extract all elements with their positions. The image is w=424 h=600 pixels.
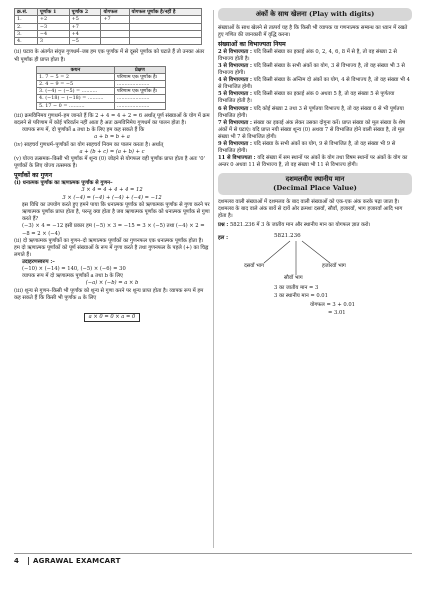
brand-separator — [28, 557, 29, 565]
statement-table-header — [37, 66, 166, 73]
table-row — [15, 23, 202, 30]
solution-diagram — [218, 231, 412, 321]
rule-2-text: यदि किसी संख्या का इकाई अंक 0, 2, 4, 6, 8 में से है, तो वह संख्या 2 से विभाज्य होती है। — [218, 48, 397, 62]
table-cell: +4 — [69, 30, 101, 37]
table-cell — [129, 16, 202, 23]
brand-text: AGRAWAL EXAMCART — [33, 557, 121, 565]
rule-5-text: यदि किसी संख्या का इकाई अंक 0 अथवा 5 है, तो वह संख्या 5 से पूर्णतया विभाजित होती है। — [218, 91, 395, 105]
table-cell: ..................... — [114, 102, 165, 109]
rule-5-head: 5 से विभाज्यता : — [218, 91, 252, 98]
table-cell: 3 — [37, 38, 69, 45]
rule-6-head: 6 से विभाज्यता : — [218, 105, 252, 112]
rule-9-text: यदि संख्या के सभी अंकों का योग, 9 से विभाजित है, तो वह संख्या भी 9 से विभाजित होगी। — [218, 141, 396, 155]
statement-table — [36, 66, 166, 110]
commutative-text: (iii) क्रमविनिमय गुणधर्म–हम जानते हैं कि 2 + 4 = 4 + 2 = 6 अर्थात् पूर्ण संख्याओं के योग में क्रम बदलने से परिणाम में कोई परिवर्तन नहीं आता है अतः क्रमविनिमेय गुणधर्म का पालन होता है। — [14, 112, 210, 126]
rule-2 — [218, 49, 412, 63]
table-row — [37, 81, 166, 88]
rule-4-text: यदि किसी संख्या के अन्तिम दो अंकों का योग, 4 से विभाज्य है, तो वह संख्या भी 4 से विभाजित होगी। — [218, 77, 410, 91]
exercise-table — [14, 8, 202, 45]
associative-text: (iv) साहचर्य गुणधर्म–पूर्णांकों का योग साहचर्य नियम का पालन करता है। अर्थात् — [14, 141, 164, 148]
commutative-equation: a + b = b + a — [94, 134, 130, 141]
table-header-cell: प्रेक्षण — [114, 66, 165, 73]
table-header-cell: कथन — [37, 66, 115, 73]
table-cell — [129, 38, 202, 45]
rule-3-head: 3 से विभाज्यता : — [218, 62, 252, 69]
rule-3-text: यदि किसी संख्या के सभी अंकों का योग, 3 से विभाज्य है, तो वह संख्या भी 3 से विभाज्य होगी। — [218, 62, 405, 77]
banner-title: अंकों के साथ खेलना (Play with digits) — [255, 10, 375, 18]
question-label: प्रश्न : — [218, 221, 229, 228]
multiplication-heading: पूर्णांकों का गुणन — [14, 172, 52, 180]
label-thousandth: हजारवाँ भाग — [322, 262, 346, 269]
step-3: योगफल = 3 + 0.01 — [310, 301, 355, 308]
step-4: = 3.01 — [328, 309, 346, 316]
associative-equation: a + (b + c) = (a + b) + c — [79, 148, 145, 155]
mult-case-ii-general: व्यापक रूप में दो ऋणात्मक पूर्णांकों a तथा b के लिए — [22, 273, 123, 280]
table-header-cell: क्र.सं. — [15, 9, 38, 16]
left-column — [14, 8, 210, 322]
mult-equation-1: 3 × 4 = 4 + 4 + 4 = 12 — [81, 187, 143, 194]
table-row — [37, 73, 166, 80]
play-intro-text: संख्याओं के साथ खेलने से तात्पर्य यह है कि किसी भी व्यापक या गणनात्मक सम्बन्ध का ध्यान में रखते हुए गणित की जानकारी में वृद्धि करना। — [218, 24, 408, 38]
decimal-intro-text: दशमलव वाली संख्याओं में दशमलव के बाद वाली संख्याओं को एक-एक अंक करके पढ़ा जाता है। दशमलव के बाद वाले अंक बायें से दायें ओर क्रमशः दसवाँ, सौवाँ, हजारवाँ, भाग हजारवाँ आदि भाग होता है। — [218, 198, 403, 219]
decimal-place-value-banner — [218, 173, 412, 194]
table-cell: 3. — [15, 30, 38, 37]
mult-equation-3: (−3) × 4 = −12 इसी प्रकार हम (−5) × 3 = −15 = 3 × (−5) तथा (−4) × 2 = −8 = 2 × (−4) — [22, 223, 205, 237]
mult-case-ii-text: (ii) दो ऋणात्मक पूर्णांकों का गुणन–दो ऋणात्मक पूर्णांकों का गुणनफल एक धनात्मक पूर्णांक होता है। हम दो ऋणात्मक पूर्णांकों को पूर्ण संख्याओं के रूप में गुणा करते है तथा गुणनफल के पहले (+) का चिह्न लगाते हैं। — [14, 237, 209, 258]
zero-property-box: a × 0 = 0 × a = 0 — [84, 313, 141, 322]
table-cell: ..................... — [114, 95, 165, 102]
rule-9 — [218, 141, 412, 155]
rule-4-head: 4 से विभाज्यता : — [218, 77, 252, 84]
footer-rule — [14, 553, 412, 554]
decimal-number: 5821.236 — [274, 232, 301, 239]
commutative-general-text: व्यापक रूप में, दो पूर्णांकों a तथा b के लिए हम कह सकते हैं कि — [22, 127, 145, 134]
table-cell: −5 — [69, 38, 101, 45]
label-hundredth: सौवाँ भाग — [284, 274, 303, 281]
rule-9-head: 9 से विभाज्यता : — [218, 141, 252, 147]
table-cell: 3. (−4) − (−5) = .......... — [37, 88, 115, 95]
rule-6-text: यदि कोई संख्या 2 तथा 3 से पूर्णतया विभाज्य है, तो वह संख्या 6 से भी पूर्णतया विभाजित होगी। — [218, 105, 404, 119]
divisibility-heading: संख्याओं का विभाज्यता नियम — [218, 40, 286, 48]
table-cell — [101, 38, 129, 45]
rule-11 — [218, 155, 412, 169]
rule-5 — [218, 91, 412, 105]
rule-11-head: 11 से विभाज्यता : — [218, 155, 256, 162]
table-cell: ..................... — [114, 81, 165, 88]
table-row — [15, 38, 202, 45]
publisher-brand — [28, 557, 121, 565]
rule-6 — [218, 106, 412, 120]
rule-7-text: संख्या का इकाई अंक लेकर उसका दोगुना करें। प्राप्त संख्या को मूल संख्या के शेष अंकों में से घटाएं। यदि प्राप्त नयी संख्या शून्य (0) अथवा 7 से विभाजित होने वाली संख्या है, तो मूल संख्या भी 7 से विभाजित होगी। — [218, 119, 405, 140]
question — [218, 222, 412, 229]
label-tenth: दसवाँ भाग — [244, 262, 265, 269]
table-row — [37, 95, 166, 102]
table-cell: 1. 7 − 5 = 2 — [37, 73, 115, 80]
rule-11-text: यदि संख्या में सम स्थानों पर अंकों के योग तथा विषम स्थानों पर अंकों के योग का अन्तर 0 अथवा 11 से विभाज्य है, तो वह संख्या भी 11 से विभाज्य होगी। — [218, 155, 408, 169]
solution-label: हल : — [218, 234, 228, 241]
step-1: 3 का जातीय मान = 3 — [274, 284, 319, 291]
column-divider — [213, 10, 214, 548]
play-with-digits-banner — [218, 8, 412, 21]
right-column — [218, 8, 412, 321]
table-cell: परिणाम एक पूर्णांक है। — [114, 88, 165, 95]
table-cell: परिणाम एक पूर्णांक है। — [114, 73, 165, 80]
rule-7 — [218, 120, 412, 141]
table-cell: +5 — [69, 16, 101, 23]
rule-4 — [218, 77, 412, 91]
table-cell: 4. (−18) − (−18) = .......... — [37, 95, 115, 102]
table-cell: 2. 4 − 9 = −5 — [37, 81, 115, 88]
banner-title-english: (Decimal Place Value) — [273, 183, 357, 192]
table-cell — [101, 23, 129, 30]
table-header-cell: योगफल पूर्णांक है/नहीं है — [129, 9, 202, 16]
table-cell — [129, 23, 202, 30]
table-cell: 4. — [15, 38, 38, 45]
table-cell: 2. — [15, 23, 38, 30]
rule-2-head: 2 से विभाज्यता : — [218, 48, 252, 55]
exercise-table-header — [15, 9, 202, 16]
table-cell: 5. 17 − 0 = .......... — [37, 102, 115, 109]
table-cell: −4 — [37, 30, 69, 37]
rule-3 — [218, 63, 412, 77]
question-text: 5821.236 में 3 के जातीय मान और स्थानीय मान का योगफल ज्ञात करो। — [230, 221, 371, 228]
table-cell: +2 — [37, 16, 69, 23]
example-label: उदाहरणस्वरुप :– — [22, 258, 55, 265]
banner-title-hindi: दशमलवीय स्थानीय मान — [285, 175, 345, 184]
mult-case-i-text: इस विधि का उपयोग करते हुए हमने पाया कि धनात्मक पूर्णांक को ऋणात्मक पूर्णांक से गुणा करने पर ऋणात्मक पूर्णांक प्राप्त होता है, परन्तु क्या होता है जब ऋणात्मक पूर्णांक को धनात्मक पूर्णांक से गुणा करते हैं? — [22, 202, 210, 223]
table-row — [15, 16, 202, 23]
zero-property-box-wrap — [14, 303, 210, 322]
step-2: 3 का स्थानीय मान = 0.01 — [274, 292, 328, 299]
table-row — [37, 88, 166, 95]
table-cell — [101, 30, 129, 37]
table-cell — [129, 30, 202, 37]
table-cell: 1. — [15, 16, 38, 23]
mult-case-iii-text: (iii) शून्य से गुणन–किसी भी पूर्णांक को शून्य से गुणा करने पर शून्य प्राप्त होता है। व्यापक रूप में हम कह सकते हैं कि किसी भी पूर्णांक a के लिए — [14, 287, 204, 301]
table-header-cell: योगफल — [101, 9, 129, 16]
mult-equation-4: (−10) × (−14) = 140, (−5) × (−6) = 30 — [22, 266, 126, 273]
table-row — [15, 30, 202, 37]
mult-equation-2: 3 × (−4) = (−4) + (−4) + (−4) = −12 — [62, 194, 162, 201]
table-cell: −3 — [37, 23, 69, 30]
rule-7-head: 7 से विभाज्यता : — [218, 119, 252, 126]
page-number: 4 — [14, 557, 19, 565]
closure-subtraction-text: (ii) घटाव के अंतर्गत संवृत्त गुणधर्म–जब हम एक पूर्णांक में से दूसरे पूर्णांक को घटाते हैं तो उनका अंतर भी पूर्णांक ही प्राप्त होता है। — [14, 49, 205, 63]
table-row — [37, 102, 166, 109]
table-cell: +7 — [101, 16, 129, 23]
table-header-cell: पूर्णांक 1 — [37, 9, 69, 16]
table-cell: +7 — [69, 23, 101, 30]
additive-identity-text: (v) योज्य तत्समक–किसी भी पूर्णांक में शून्य (0) जोड़ने से योगफल वही पूर्णांक प्राप्त होता है अतः '0' पूर्णांकों के लिए योज्य तत्समक है। — [14, 156, 205, 170]
table-header-cell: पूर्णांक 2 — [69, 9, 101, 16]
mult-equation-5: (−a) × (−b) = a × b — [85, 280, 139, 287]
mult-case-i-heading: (i) धनात्मक पूर्णांक का ऋणात्मक पूर्णांक से गुणन– — [14, 180, 113, 187]
place-value-arrows — [218, 231, 412, 291]
